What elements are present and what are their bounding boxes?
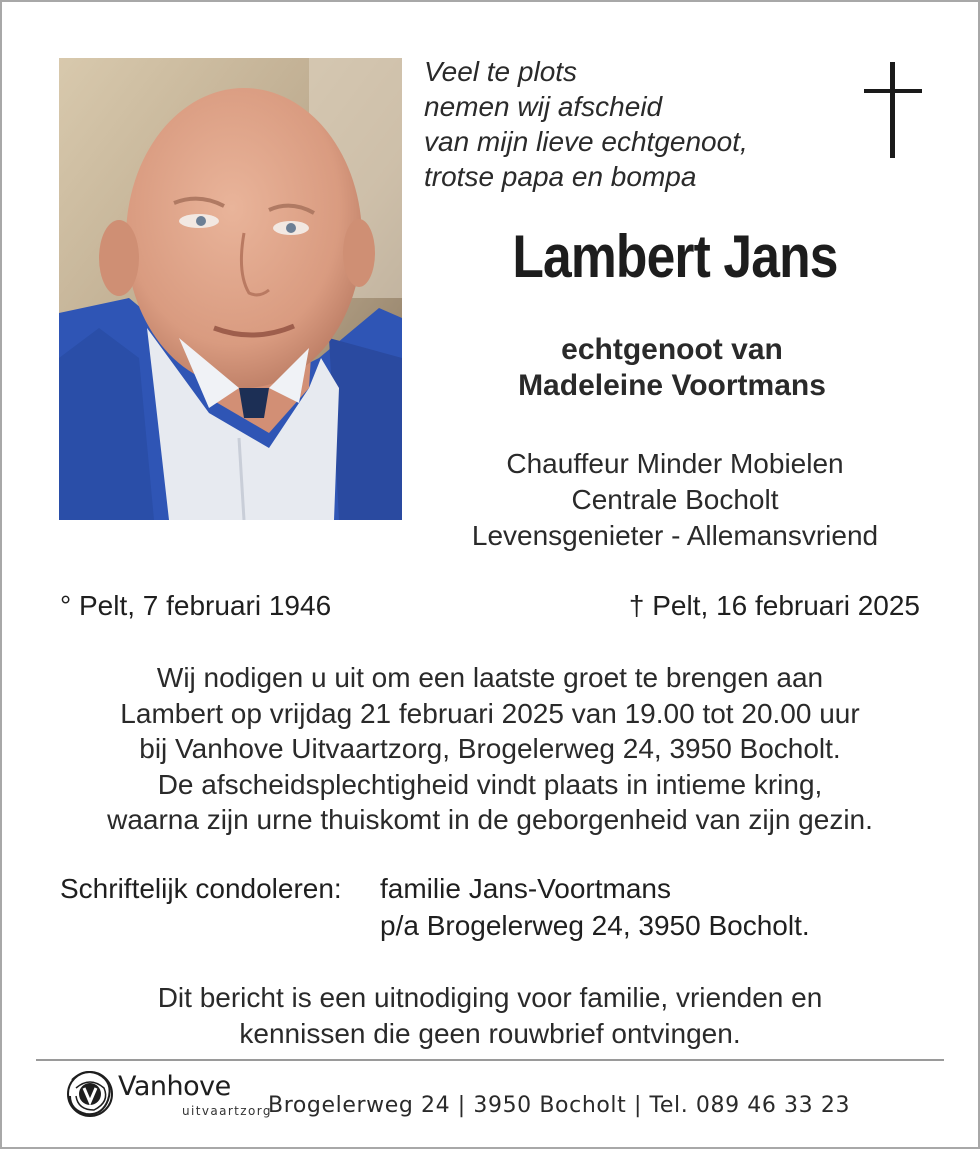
role-line: Levensgenieter - Allemansvriend <box>471 520 879 551</box>
notice-text <box>40 980 940 1051</box>
spouse-line-2: Madeleine Voortmans <box>518 369 826 402</box>
invitation-text <box>40 660 940 838</box>
role-line: Chauffeur Minder Mobielen <box>506 448 844 479</box>
invitation-line: Wij nodigen u uit om een laatste groet te brengen aan <box>156 662 824 693</box>
footer-contact: Brogelerweg 24 | 3950 Bocholt | Tel. 089 46 33 23 <box>268 1093 851 1118</box>
roles-block <box>420 446 930 554</box>
vanhove-logo-icon <box>64 1066 116 1120</box>
birth-date: ° Pelt, 7 februari 1946 <box>60 590 332 621</box>
cross-icon <box>864 62 922 158</box>
death-date: † Pelt, 16 februari 2025 <box>628 590 920 621</box>
logo-subtitle: uitvaartzorg <box>182 1104 272 1118</box>
condolence-label: Schriftelijk condoleren: <box>60 873 342 904</box>
condolence-recipient: familie Jans-Voortmans <box>380 873 672 904</box>
invitation-line: bij Vanhove Uitvaartzorg, Brogelerweg 24, 3950 Bocholt. <box>139 733 841 764</box>
spouse-block <box>420 332 924 404</box>
portrait-photo <box>59 58 402 520</box>
memorial-poem: Veel te plots nemen wij afscheid van mijn lieve echtgenoot, trotse papa en bompa <box>424 56 748 192</box>
role-line: Centrale Bocholt <box>571 484 779 515</box>
notice-line: Dit bericht is een uitnodiging voor familie, vrienden en <box>157 982 823 1013</box>
deceased-name: Lambert Jans <box>512 223 838 290</box>
notice-line: kennissen die geen rouwbrief ontvingen. <box>239 1017 741 1049</box>
footer-divider <box>36 1059 944 1061</box>
invitation-line: De afscheidsplechtigheid vindt plaats in intieme kring, <box>157 768 823 800</box>
invitation-line: Lambert op vrijdag 21 februari 2025 van 19.00 tot 20.00 uur <box>120 697 860 729</box>
invitation-line: waarna zijn urne thuiskomt in de geborgenheid van zijn gezin. <box>107 804 873 835</box>
spouse-line-1: echtgenoot van <box>561 333 783 366</box>
logo-name: Vanhove <box>118 1071 231 1102</box>
funeral-home-logo <box>64 1066 272 1124</box>
condolence-address: p/a Brogelerweg 24, 3950 Bocholt. <box>380 910 810 941</box>
